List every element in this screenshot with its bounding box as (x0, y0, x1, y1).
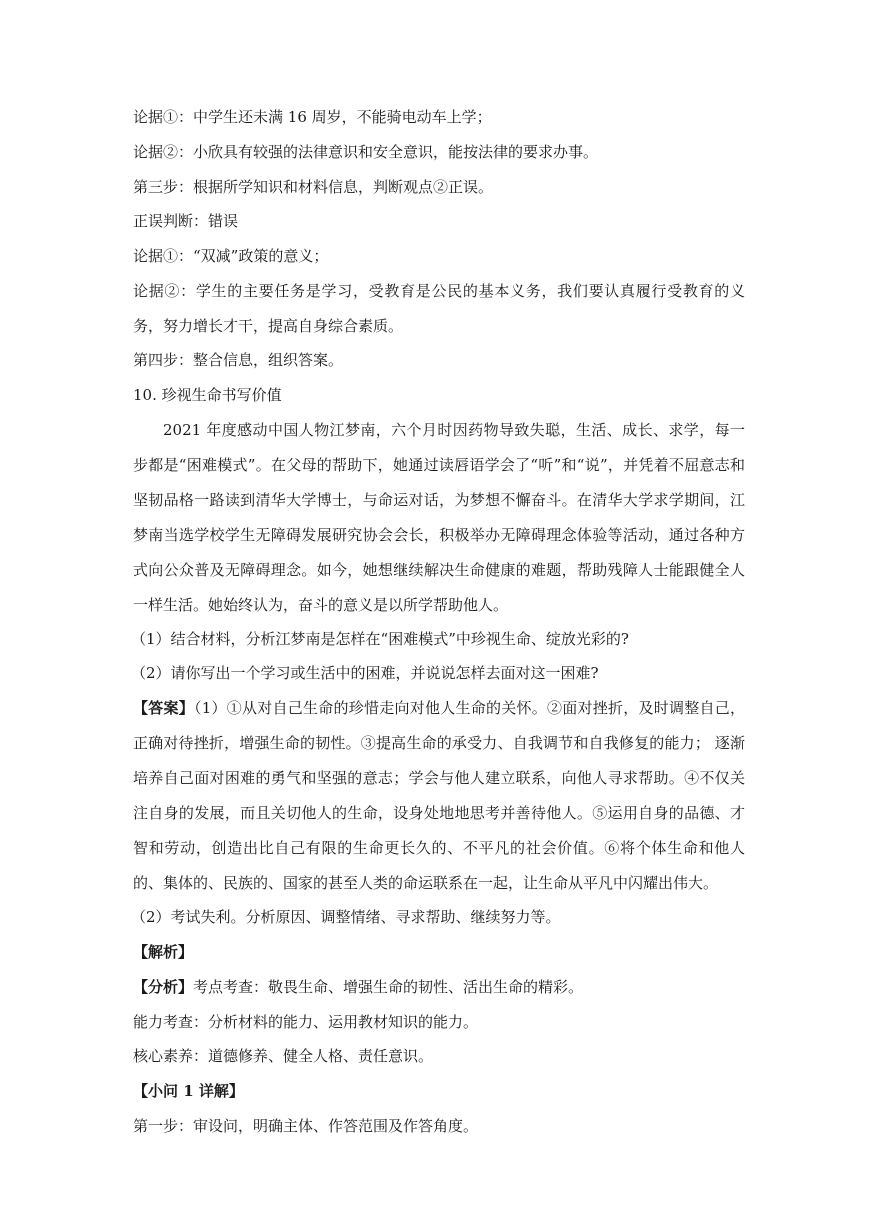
sub-question-1: （1）结合材料，分析江梦南是怎样在“困难模式”中珍视生命、绽放光彩的? (131, 629, 629, 648)
answer-part-2: （2）考试失利。分析原因、调整情绪、寻求帮助、继续努力等。 (131, 908, 561, 927)
evidence-1-line: 论据①：中学生还未满 16 周岁，不能骑电动车上学； (133, 108, 492, 126)
step-4-line: 第四步：整合信息，组织答案。 (133, 350, 344, 369)
ability-line: 能力考查：分析材料的能力、运用教材知识的能力。 (133, 1012, 479, 1031)
material-paragraph: 2021 年度感动中国人物江梦南，六个月时因药物导致失聪，生活、成长、求学，每一步都是“困难模式”。在父母的帮助下，她通过读唇语学会了“听”和“说”，并凭着不屈意志和坚韧品格一路读到清华大学博士，与命运对话，为梦想不懈奋斗。在清华大学求学期间，江梦南当选学校学生无障碍发展研究协会会长，积极举办无障碍理念体验等活动，通过各种方式向公众普及无障碍理念。如今，她想继续解决生命健康的难题，帮助残障人士能跟健全人一样生活。她始终认为，奋斗的意义是以所学帮助他人。 (133, 420, 745, 614)
core-line: 核心素养：道德修养、健全人格、责任意识。 (133, 1047, 434, 1066)
sub-1-detail-label: 【小问 1 详解】 (133, 1082, 244, 1101)
analysis-fenxi-text: 考点考查：敬畏生命、增强生命的韧性、活出生命的精彩。 (193, 977, 584, 996)
evidence-1b-line: 论据①：“双减”政策的意义； (133, 247, 329, 266)
analysis-label: 【解析】 (133, 942, 194, 961)
step-1-line: 第一步：审设问，明确主体、作答范围及作答角度。 (133, 1116, 479, 1135)
answer-label: 【答案】 (133, 699, 194, 718)
step-3-line: 第三步：根据所学知识和材料信息，判断观点②正误。 (133, 177, 494, 196)
analysis-fenxi-label: 【分析】 (133, 977, 194, 996)
evidence-2-line: 论据②：小欣具有较强的法律意识和安全意识，能按法律的要求办事。 (133, 142, 599, 161)
sub-question-2: （2）请你写出一个学习或生活中的困难，并说说怎样去面对这一困难? (131, 664, 599, 683)
question-title: 10. 珍视生命书写价值 (133, 385, 282, 404)
answer-part-1: （1）①从对自己生命的珍惜走向对他人生命的关怀。②面对挫折，及时调整自己，正确对待挫折，增强生命的韧性。③提高生命的承受力、自我调节和自我修复的能力； 逐渐培养自己面对困难的勇气和坚强的意志；学会与他人建立联系，向他人寻求帮助。④不仅关注自身的发展，而且关切他人的生命，设身处地地思考并善待他人。⑤运用自身的品德、才智和劳动，创造出比自己有限的生命更长久的、不平凡的社会价值。⑥将个体生命和他人的、集体的、民族的、国家的甚至人类的命运联系在一起，让生命从平凡中闪耀出伟大。 (133, 699, 745, 893)
answer-block (133, 691, 745, 901)
document-content (133, 106, 745, 1150)
analysis-fenxi-line (133, 976, 745, 999)
evidence-2b-block: 论据②：学生的主要任务是学习，受教育是公民的基本义务，我们要认真履行受教育的义务，努力增长才干，提高自身综合素质。 (133, 281, 745, 335)
judgement-line: 正误判断：错误 (133, 212, 239, 231)
